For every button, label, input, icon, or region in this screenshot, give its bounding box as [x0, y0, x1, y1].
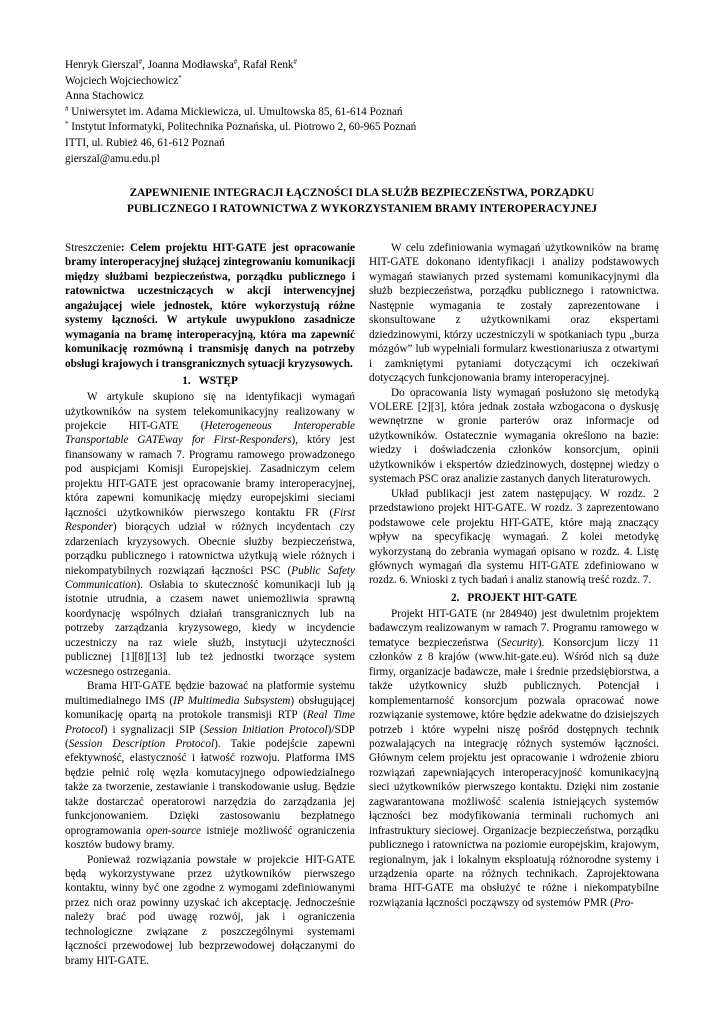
affiliation-mark: # — [138, 58, 143, 66]
author-name: , Joanna Modławska — [142, 59, 234, 71]
abstract-text: Celem projektu HIT-GATE jest opracowanie bramy interoperacyjnej służącej zintegrowaniu komunikacji między służbami bezpieczeństwa, porządku publicznego i ratownictwa uczestniczących w akcji interwencyjnej angażującej wiele jednostek, które wykorzystują różne systemy łączności. W artykule uwypuklono zasadnicze wymagania na bramę interoperacyjną, która ma zapewnić komunikację rozmówną i transmisję danych na potrzeby obsługi krajowych i transgranicznych sytuacji kryzysowych. — [65, 242, 355, 370]
affiliation — [65, 120, 665, 136]
paragraph: Brama HIT-GATE będzie bazować na platformie systemu multimedialnego IMS (IP Multimedia Subsystem) obsługującej komunikację opartą na protokole transmisji RTP (Real Time Protocol) i sygnalizacji SIP (Session Initiation Protocol)/SDP (Session Description Protocol). Takie podejście zapewni efektywność, elastyczność i łatwość rozwoju. Platforma IMS będzie pełnić rolę węzła komutacyjnego odpowiedzialnego także za tworzenie, zestawianie i transkodowanie usług. Będzie także dostarczać operatorowi narzędzia do zarządzania jej funkcjonowaniem. Dzięki zastosowaniu bezpłatnego oprogramowania open-source istnieje możliwość ograniczenia kosztów budowy bramy. — [65, 680, 355, 852]
author-block — [65, 58, 665, 167]
author-name: Anna Stachowicz — [65, 90, 144, 103]
left-column — [65, 241, 355, 968]
section-number: 1. — [182, 375, 191, 388]
section-title: PROJEKT HIT-GATE — [467, 591, 577, 604]
paragraph: W celu zdefiniowania wymagań użytkowników na bramę HIT-GATE dokonano identyfikacji i analizy podstawowych wymagań stawianych przed systemami komunikacyjnymi dla służb bezpieczeństwa, porządku publicznego i ratownictwa. Następnie wymagania te zostały zaprezentowane i skonsultowane z użytkownikami oraz ekspertami dziedzinowymi, którzy uczestniczyli w spotkaniach typu „burza mózgów” lub wypełniali formularz kwestionariusza z otwartymi i zamkniętymi pytaniami dotyczącymi ich oczekiwań dotyczących funkcjonowania bramy interoperacyjnej. — [369, 242, 659, 385]
paragraph: Do opracowania listy wymagań posłużono się metodyką VOLERE [2][3], która jednak została wzbogacona o dyskusję wewnętrzne w gronie parterów oraz informacje od użytkowników. Ostatecznie wymagania określono na bazie: wiedzy i doświadczenia członków konsorcjum, opinii użytkowników i ekspertów dziedzinowych, dostępnej wiedzy o systemach PSC oraz analizie zastanych danych literaturowych. — [369, 386, 659, 486]
abstract — [65, 241, 355, 371]
affiliation-text: Uniwersytet im. Adama Mickiewicza, ul. Umultowska 85, 61-614 Poznań — [68, 105, 403, 118]
affiliation — [65, 105, 665, 121]
right-column — [369, 241, 659, 910]
author-name: , Rafał Renk — [237, 59, 294, 71]
section-heading — [369, 591, 659, 605]
paragraph: Projekt HIT-GATE (nr 284940) jest dwuletnim projektem badawczym realizowanym w ramach 7. Programu ramowego w tematyce bezpieczeństwa (Security). Konsorcjum liczy 11 członków z 8 krajów (www.hit-gate.eu). Wśród nich są duże firmy, organizacje badawcze, małe i średnie przedsiębiorstwa, a także użytkownicy służb publicznych. Potencjał i komplementarność konsorcjum pozwala opracować nowe rozwiązanie systemowe, które będzie adekwatne do dzisiejszych potrzeb i które wypełni niszę pośród dostępnych technik pozwalających na integrację różnych systemów łączności. Głównym celem projektu jest opracowanie i wdrożenie zbioru rozwiązań zapewniających interoperacyjność komunikacyjną sieci użytkowników pierwszego kontaktu. Dzięki nim zostanie zagwarantowana możliwość scalenia istniejących systemów łączności bez modyfikowania terminali ruchomych ani infrastruktury sieciowej. Organizacje bezpieczeństwa, porządku publicznego i ratownictwa na poziomie europejskim, krajowym, regionalnym, jak i lokalnym eksploatują różnorodne systemy i urządzenia oparte na różnych technikach. Zaprojektowana brama HIT-GATE ma obsłużyć te różne i niekompatybilne rozwiązania łączności począwszy od systemów PMR (Pro- — [369, 607, 659, 909]
affiliation-mark: # — [233, 58, 238, 66]
contact-email: gierszal@amu.edu.pl — [65, 152, 160, 165]
section-title: WSTĘP — [198, 375, 238, 388]
affiliation-text: Instytut Informatyki, Politechnika Poznańska, ul. Piotrowo 2, 60-965 Poznań — [68, 121, 417, 134]
authors-line — [65, 74, 665, 90]
affiliation-mark: * — [178, 73, 182, 82]
paper-title — [66, 186, 658, 217]
section-number: 2. — [451, 591, 460, 604]
authors-line — [65, 58, 665, 74]
abstract-colon: : — [120, 242, 130, 254]
affiliation-mark: * — [65, 120, 69, 129]
title-line: PUBLICZNEGO I RATOWNICTWA Z WYKORZYSTANIEM BRAMY INTEROPERACYJNEJ — [127, 202, 597, 215]
author-name: Henryk Gierszal — [65, 59, 139, 71]
affiliation: ITTI, ul. Rubież 46, 61-612 Poznań — [65, 136, 225, 149]
paragraph: W artykule skupiono się na identyfikacji wymagań użytkowników na system telekomunikacyjny realizowany w projekcie HIT-GATE (Heterogeneous Interoperable Transportable GATEway for First-Responders), który jest finansowany w ramach 7. Programu ramowego prowadzonego pod auspicjami Komisji Europejskiej. Zasadniczym celem projektu HIT-GATE jest opracowanie bramy interoperacyjnej, która zapewni komunikację między europejskimi sieciami łączności użytkowników pierwszego kontaktu FR (First Responder) biorących udział w różnych incydentach czy zdarzeniach kryzysowych. Obecnie służby bezpieczeństwa, porządku publicznego i ratownictwa użytkują wiele różnych i niekompatybilnych rozwiązań łączności PSC (Public Safety Communication). Osłabia to skuteczność komunikacji lub ją istotnie utrudnia, a czasem nawet uniemożliwia sprawną koordynację wspólnych działań transgranicznych lub na potrzeby zarządzania kryzysowego, kiedy w incydencie uczestniczy na raz wiele służb, instytucji użyteczności publicznej [1][8][13] lub też jednostki tworzące system wczesnego ostrzegania. — [65, 391, 355, 678]
title-line: ZAPEWNIENIE INTEGRACJI ŁĄCZNOŚCI DLA SŁUŻB BEZPIECZEŃSTWA, PORZĄDKU — [129, 187, 595, 199]
author-name: Wojciech Wojciechowicz — [65, 74, 179, 87]
paragraph: Ponieważ rozwiązania powstałe w projekcie HIT-GATE będą wykorzystywane przez użytkowników pierwszego kontaktu, winny być one zgodne z wymogami zdefiniowanymi przez nich oraz powinny uzyskać ich akceptację. Jednocześnie należy brać pod uwagę rozwój, jak i ograniczenia technologiczne związane z poszczególnymi systemami łączności przewodowej lub bezprzewodowej dołączanymi do bramy HIT-GATE. — [65, 853, 355, 967]
section-heading — [65, 374, 355, 388]
affiliation-mark: # — [65, 104, 69, 113]
paragraph: Układ publikacji jest zatem następujący. W rozdz. 2 przedstawiono projekt HIT-GATE. W rozdz. 3 zaprezentowano podstawowe cele projektu HIT-GATE, które mają znaczący wpływ na specyfikację wymagań. Z kolei metodykę wykorzystaną do zebrania wymagań opisano w rozdz. 4. Listę głównych wymagań dla systemu HIT-GATE zdefiniowano w rozdz. 6. Wnioski z tych badań i analiz stanowią treść rozdz. 7. — [369, 487, 659, 587]
affiliation-mark: # — [293, 58, 298, 66]
abstract-label: Streszczenie — [65, 242, 121, 254]
